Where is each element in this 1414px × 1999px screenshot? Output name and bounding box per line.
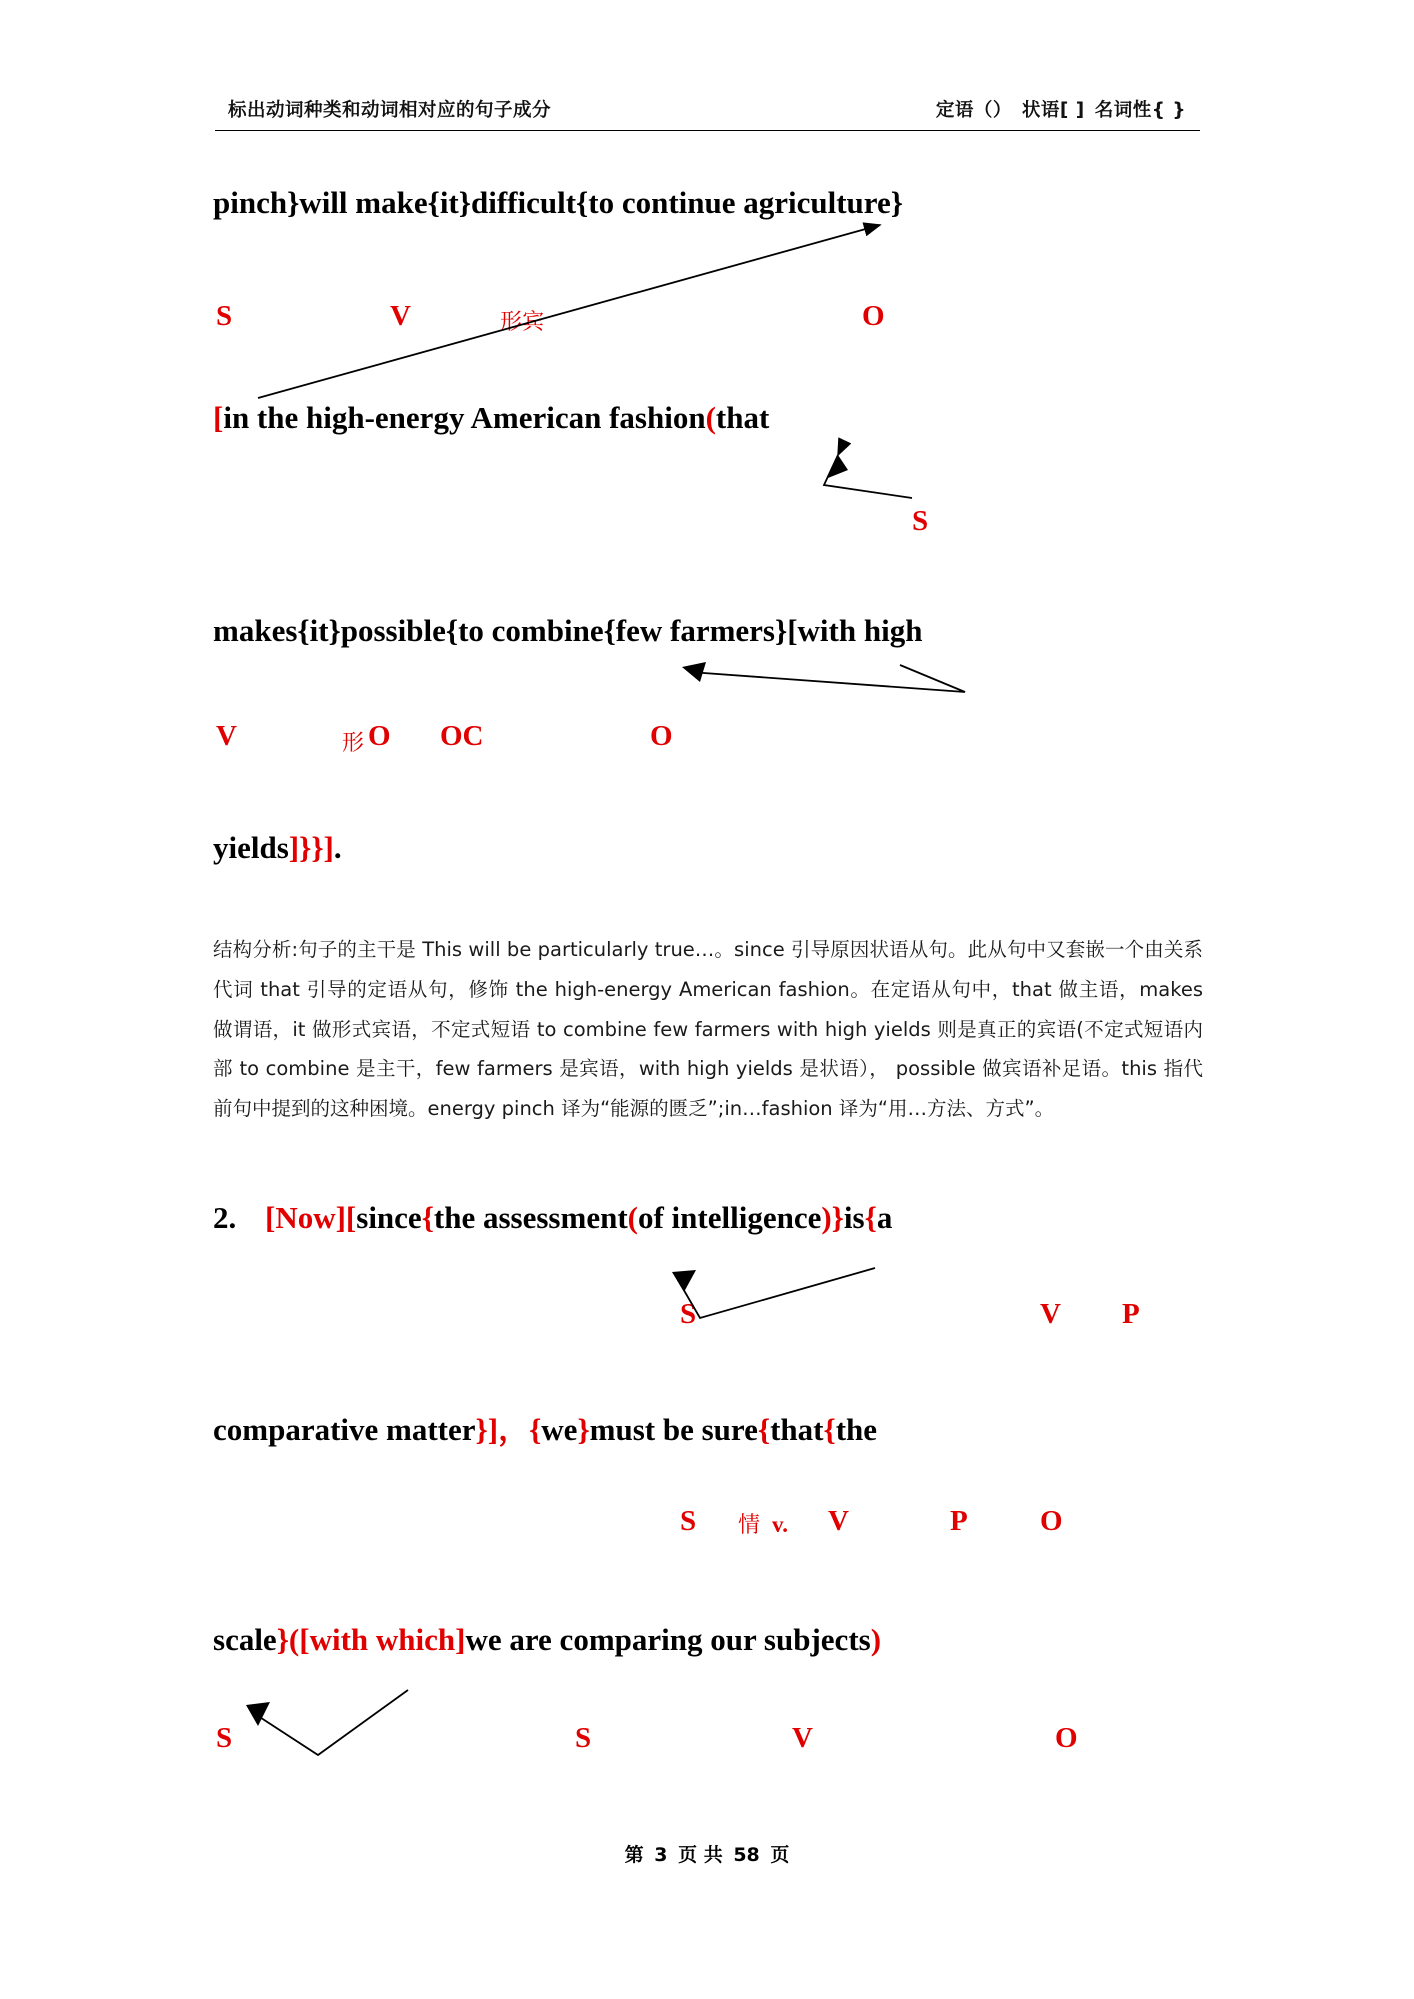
line-5-paren1: (: [627, 1200, 638, 1235]
line-7-close: }([with which]: [276, 1622, 466, 1657]
line-7-paren: ): [870, 1622, 882, 1657]
role-label-o-6: O: [1040, 1505, 1063, 1537]
footer-mid: 页 共: [678, 1844, 723, 1866]
header-divider: [215, 130, 1200, 131]
role-label-formal-3: 形: [342, 731, 365, 756]
line-6-brace2: {: [757, 1412, 771, 1447]
line-5-assessment: the assessment: [433, 1200, 628, 1235]
item-number-2: 2.: [213, 1200, 237, 1235]
role-label-o-7: O: [1055, 1722, 1078, 1754]
line-7-rest: we are comparing our subjects: [465, 1622, 871, 1657]
line-3-text: makes{it}possible{to combine{few farmers}[with high: [213, 613, 923, 648]
role-label-s-6: S: [680, 1505, 697, 1537]
line-2-text: in the high-energy American fashion: [223, 400, 706, 435]
line-2-bracket: [: [213, 400, 224, 435]
line-6-must: must be sure: [589, 1412, 758, 1447]
role-label-v-1: V: [390, 300, 411, 332]
analysis-line-6: [213, 1412, 877, 1448]
line-5-brace2: {: [864, 1200, 877, 1235]
line-5-a: a: [876, 1200, 893, 1235]
role-label-modal-6: 情: [738, 1513, 761, 1538]
role-label-verb-abbrev-6: v.: [772, 1512, 788, 1537]
line-5-since: since: [356, 1200, 422, 1235]
analysis-line-7: [213, 1622, 881, 1658]
line-4-brackets: ]}}]: [288, 830, 334, 865]
line-7-scale: scale: [213, 1622, 277, 1657]
legend-nominal: 名词性{ }: [1094, 100, 1186, 121]
line-6-brace: }: [577, 1412, 590, 1447]
footer-page-number: 3: [654, 1844, 668, 1866]
page-header: [228, 96, 1186, 122]
line-5-is: is: [843, 1200, 865, 1235]
header-left-text: 标出动词种类和动词相对应的句子成分: [228, 100, 552, 121]
line-6-the: the: [835, 1412, 878, 1447]
role-label-s-7a: S: [216, 1722, 233, 1754]
role-label-v-7: V: [792, 1722, 813, 1754]
footer-prefix: 第: [624, 1844, 644, 1866]
role-label-v-5: V: [1040, 1298, 1061, 1330]
legend-attributive: 定语（）: [935, 100, 1012, 121]
line-4-text: yields: [213, 830, 289, 865]
role-label-o-3a: O: [368, 720, 391, 752]
line-6-brace3: {: [823, 1412, 836, 1447]
role-label-s-1: S: [216, 300, 233, 332]
line-5-paren2: )}: [821, 1200, 844, 1235]
line-2-paren: (: [705, 400, 716, 435]
line-5-now: [Now][: [265, 1200, 357, 1235]
line-6-that: that: [770, 1412, 824, 1447]
role-label-formal-object-1: 形宾: [500, 310, 545, 335]
footer-total-pages: 58: [733, 1844, 760, 1866]
line-5-brace1: {: [421, 1200, 434, 1235]
analysis-line-1: [213, 185, 903, 221]
role-label-s-2: S: [912, 505, 929, 537]
role-label-v-3: V: [216, 720, 237, 752]
role-label-s-7b: S: [575, 1722, 592, 1754]
role-label-o-1: O: [862, 300, 885, 332]
role-label-s-5: S: [680, 1298, 697, 1330]
line-6-we: we: [541, 1412, 578, 1447]
header-legend: [936, 96, 1186, 122]
role-label-oc-3: OC: [440, 720, 484, 752]
role-label-v-6: V: [828, 1505, 849, 1537]
role-label-o-3b: O: [650, 720, 673, 752]
line-5-of-intelligence: of intelligence: [637, 1200, 822, 1235]
line-1-text: pinch}will make{it}difficult{to continue agriculture}: [213, 185, 903, 220]
line-2-that: that: [715, 400, 770, 435]
analysis-line-3: [213, 613, 922, 649]
footer-suffix: 页: [770, 1844, 790, 1866]
analysis-line-5: [265, 1200, 892, 1236]
page-footer: [0, 1840, 1414, 1867]
role-label-p-6: P: [950, 1505, 968, 1537]
line-6-close: }]，{: [475, 1412, 542, 1447]
role-label-p-5: P: [1122, 1298, 1140, 1330]
analysis-line-2: [213, 400, 769, 436]
line-6-comparative: comparative matter: [213, 1412, 476, 1447]
analysis-line-4: [213, 830, 342, 866]
legend-adverbial: 状语[ ]: [1021, 100, 1085, 121]
structure-explanation: 结构分析:句子的主干是 This will be particularly true…。since 引导原因状语从句。此从句中又套嵌一个由关系代词 that 引导的定语从句，修饰 the high-energy American fashion。在定语从句中，that 做主语，makes 做谓语，it 做形式宾语，不定式短语 to combine few farmers with high yields 则是真正的宾语(不定式短语内部 to combine 是主干，few farmers 是宾语，with high yields 是状语）， possible 做宾语补足语。this 指代前句中提到的这种困境。energy pinch 译为“能源的匮乏”;in…fashion 译为“用…方法、方式”。: [213, 938, 1203, 1121]
line-4-period: .: [333, 830, 342, 865]
